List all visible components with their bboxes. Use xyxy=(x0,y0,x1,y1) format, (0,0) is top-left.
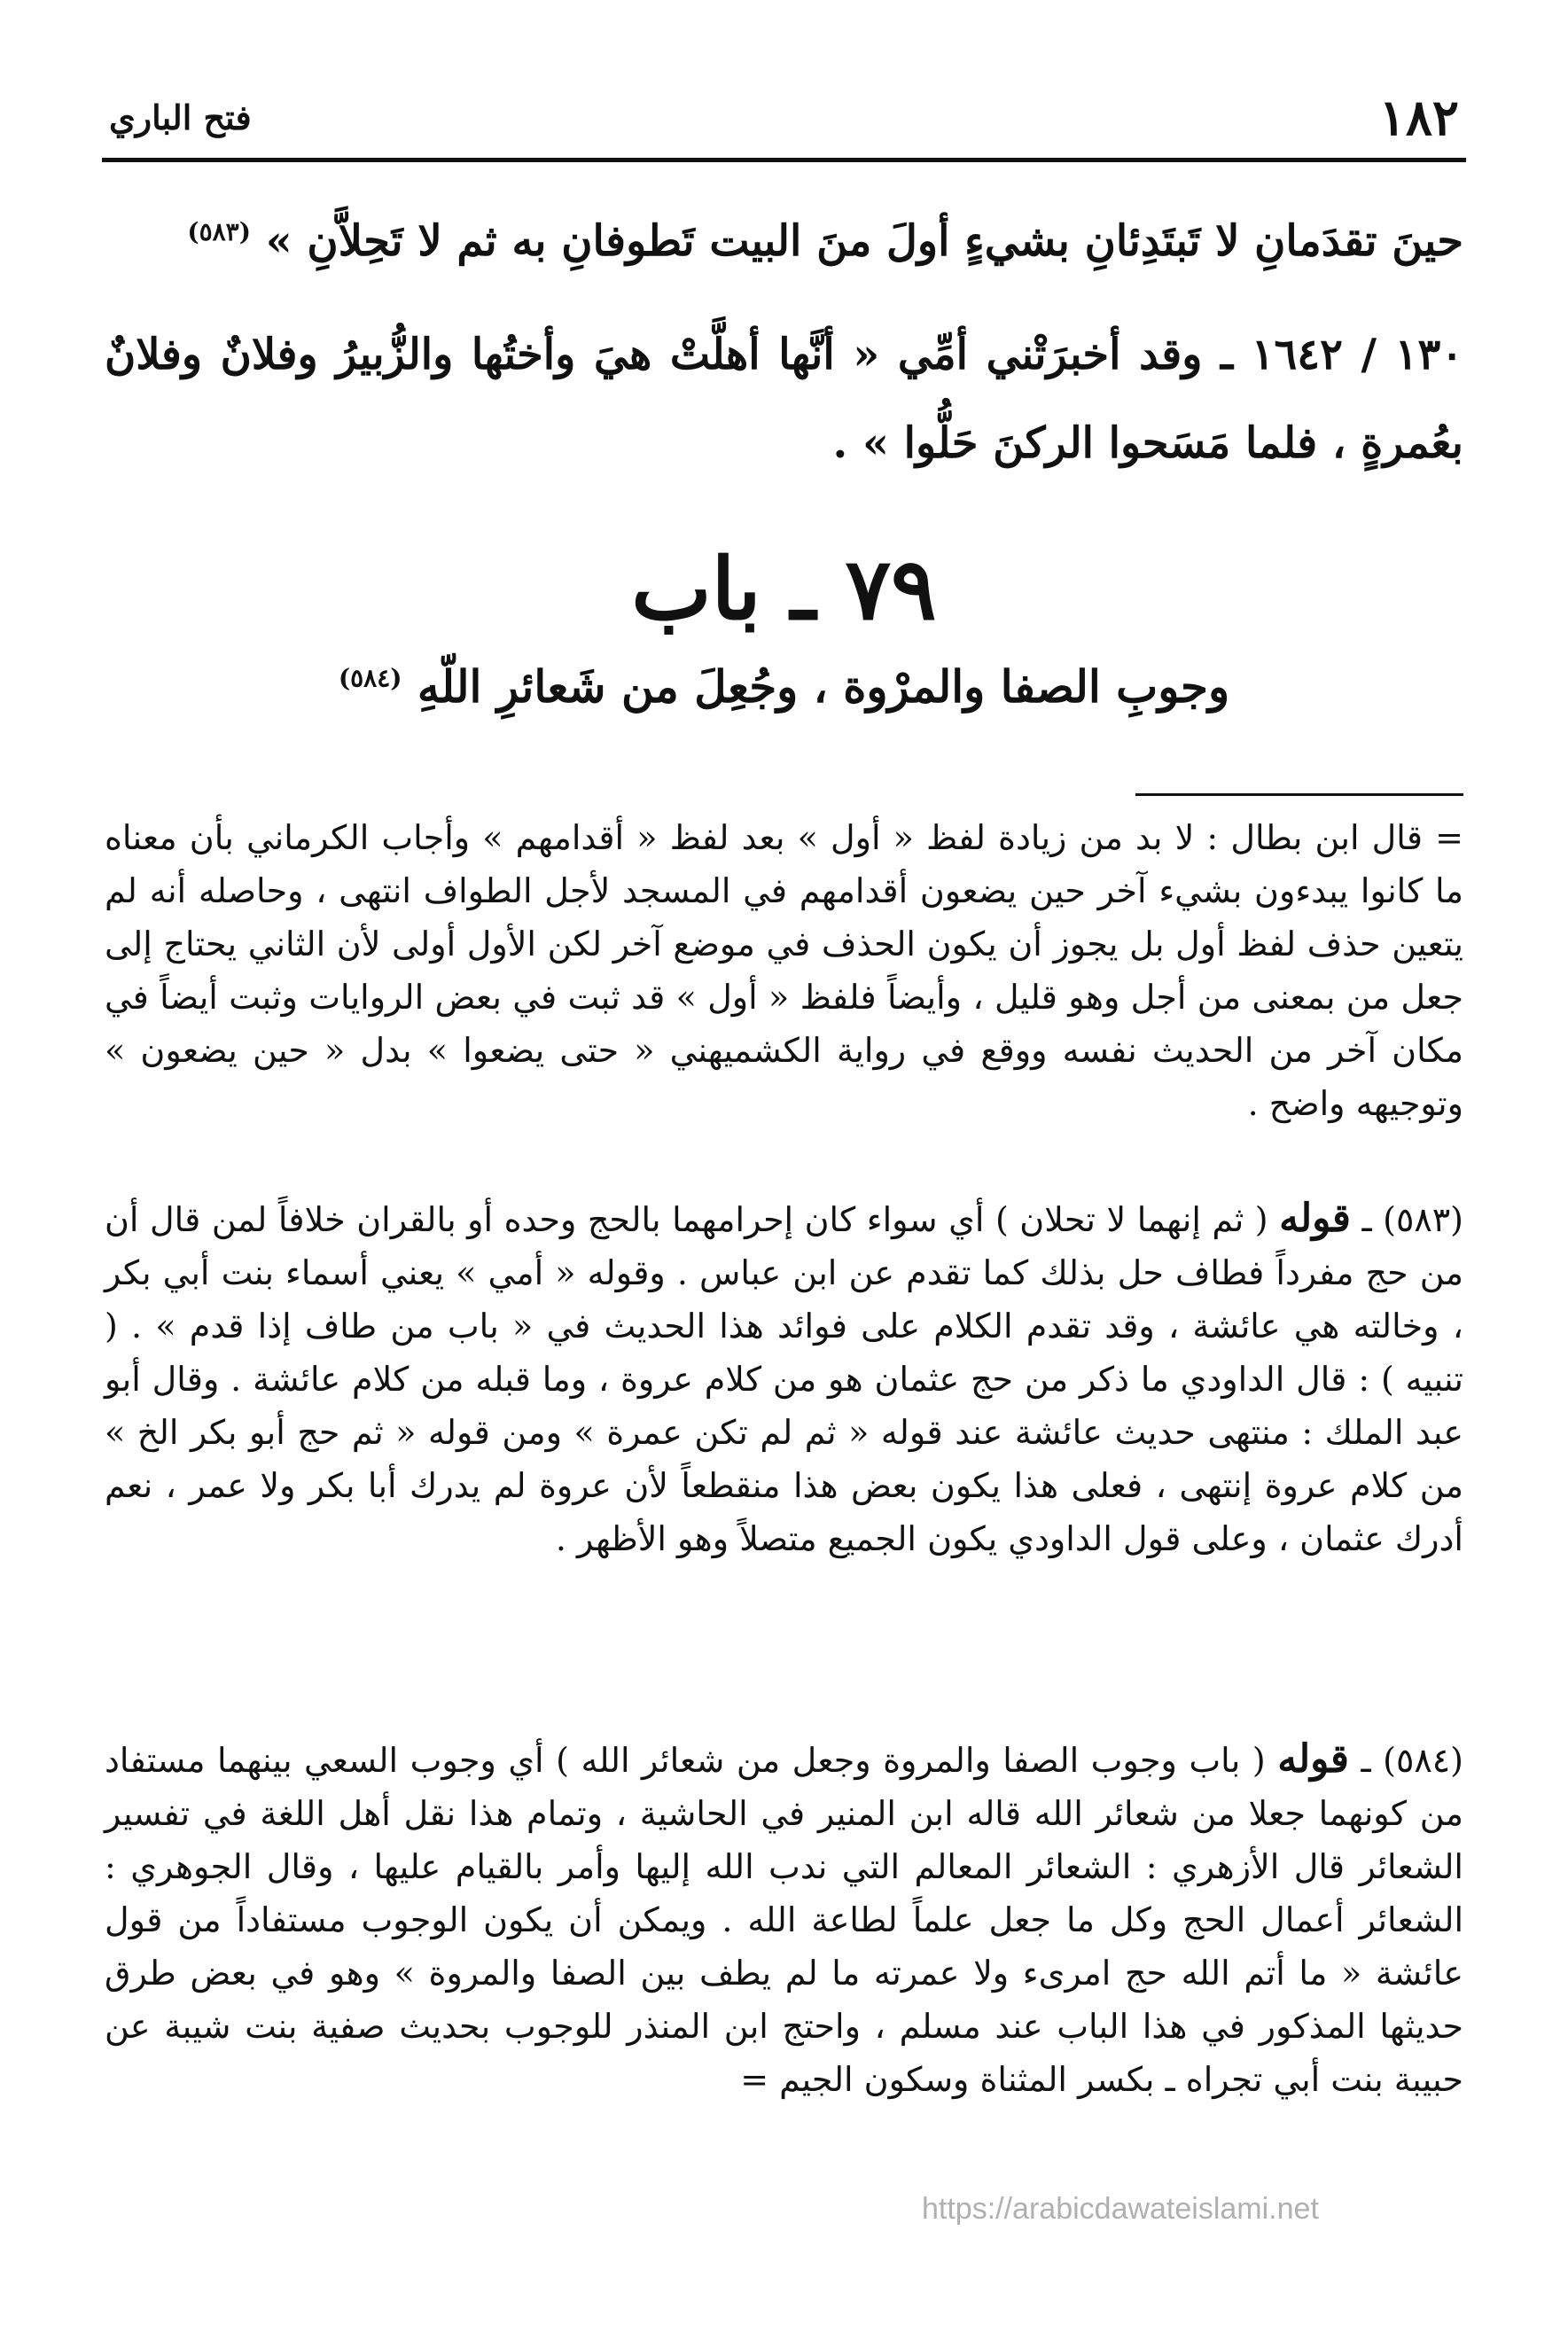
running-title: فتح الباري xyxy=(109,98,252,137)
commentary-lead: قوله xyxy=(1279,1196,1351,1241)
page-number: ١٨٢ xyxy=(1378,89,1459,147)
hadith-1642 xyxy=(105,310,1463,488)
header-rule xyxy=(102,158,1466,162)
commentary-paragraph xyxy=(105,1192,1463,1565)
footnote-ref-583: (٥٨٣) xyxy=(187,217,251,246)
commentary-text: = قال ابن بطال : لا بد من زيادة لفظ « أول » بعد لفظ « أقدامهم » وأجاب الكرماني بأن معناه ما كانوا يبدءون بشيء آخر حين يضعون أقدامهم في المسجد لأجل الطواف انتهى ، وحاصله أنه لم يتعين حذف لفظ أول بل يجوز أن يكون الحذف في موضع آخر لكن الأول أولى لأن الثاني يحتاج إلى جعل من بمعنى من أجل وهو قليل ، وأيضاً فلفظ « أول » قد ثبت في بعض الروايات وثبت أيضاً في مكان آخر من الحديث نفسه ووقع في رواية الكشميهني « حتى يضعوا » بدل « حين يضعون » وتوجيهه واضح . xyxy=(105,818,1463,1123)
commentary-text: ( باب وجوب الصفا والمروة وجعل من شعائر الله ) أي وجوب السعي بينهما مستفاد من كونهما جعلا من شعائر الله قاله ابن المنير في الحاشية ، وتمام هذا نقل أهل اللغة في تفسير الشعائر قال الأزهري : الشعائر المعالم التي ندب الله إليها وأمر بالقيام عليها ، وقال الجوهري : الشعائر أعمال الحج وكل ما جعل علماً لطاعة الله . ويمكن أن يكون الوجوب مستفاداً من قول عائشة « ما أتم الله حج امرىء ولا عمرته ما لم يطف بين الصفا والمروة » وهو في بعض طرق حديثها المذكور في هذا الباب عند مسلم ، واحتج ابن المنذر للوجوب بحديث صفية بنت شيبة عن حبيبة بنت أبي تجراه ـ بكسر المثناة وسكون الجيم = xyxy=(105,1741,1463,2099)
hadith-text: ١٣٠ / ١٦٤٢ ـ وقد أخبرَتْني أمِّي « أنَّها أهلَّتْ هيَ وأختُها والزُّبيرُ وفلانٌ وفلانٌ بعُمرةٍ ، فلما مَسَحوا الركنَ حَلُّوا » . xyxy=(105,330,1464,468)
commentary-paragraph xyxy=(105,1733,1463,2106)
hadith-text-continuation xyxy=(105,197,1463,285)
commentary-text: ( ثم إنهما لا تحلان ) أي سواء كان إحرامهما بالحج وحده أو بالقران خلافاً لمن قال أن من حج مفرداً فطاف حل بذلك كما تقدم عن ابن عباس . وقوله « أمي » يعني أسماء بنت أبي بكر ، وخالته هي عائشة ، وقد تقدم الكلام على فوائد هذا الحديث في « باب من طاف إذا قدم » . ( تنبيه ) : قال الداودي ما ذكر من حج عثمان هو من كلام عروة ، وما قبله من كلام عائشة . وقال أبو عبد الملك : منتهى حديث عائشة عند قوله « ثم لم تكن عمرة » ومن قوله « ثم حج أبو بكر الخ » من كلام عروة إنتهى ، فعلى هذا يكون بعض هذا منقطعاً لأن عروة لم يدرك أبا بكر ولا عمر ، نعم أدرك عثمان ، وعلى قول الداودي يكون الجميع متصلاً وهو الأظهر . xyxy=(105,1200,1463,1558)
commentary-lead: قوله xyxy=(1277,1736,1349,1782)
footnote-separator xyxy=(1135,793,1463,796)
chapter-title: ٧٩ ـ باب xyxy=(631,539,937,639)
page-header xyxy=(102,87,1466,149)
chapter-subtitle xyxy=(0,651,1568,722)
watermark-url: https://arabicdawateislami.net xyxy=(922,2192,1319,2226)
hadith-text: حينَ تقدَمانِ لا تَبتَدِئانِ بشيءٍ أولَ منَ البيت تَطوفانِ به ثم لا تَحِلاَّنِ » xyxy=(265,216,1463,266)
commentary-paragraph xyxy=(105,811,1463,1130)
footnote-number: (٥٨٣) ـ xyxy=(1361,1200,1463,1239)
footnote-ref-584: (٥٨٤) xyxy=(338,663,402,693)
chapter-subtitle-text: وجوبِ الصفا والمرْوة ، وجُعِلَ من شَعائرِ اللّهِ xyxy=(417,660,1230,713)
footnote-number: (٥٨٤) ـ xyxy=(1361,1741,1463,1780)
